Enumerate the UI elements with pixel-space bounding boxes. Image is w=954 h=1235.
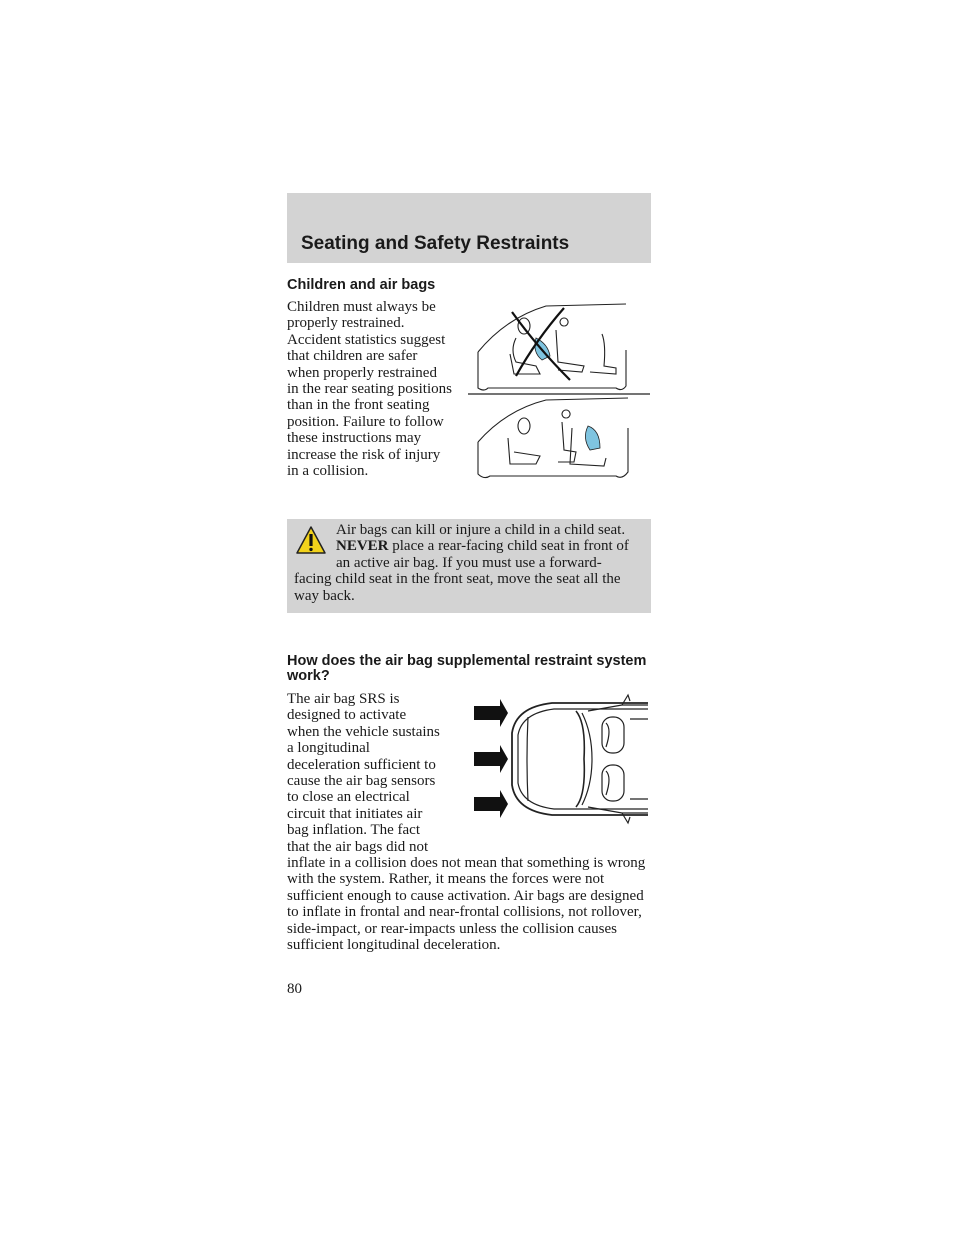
section-title: Seating and Safety Restraints [301, 233, 570, 254]
airbag-warning-box [287, 519, 651, 613]
warning-text-before: Air bags can kill or injure a child in a child seat. [336, 522, 626, 538]
warning-text-after: place a rear-facing child seat in front of an active air bag. If you must use a forward-facing child seat in the front seat, move the seat all the way back. [294, 538, 629, 604]
children-airbags-paragraph: Children must always be properly restrained. Accident statistics suggest that children are safer when properly restrained in the rear seating positions than in the front seating position. Failure to follow these instructions may increase the risk of injury in a collision. [287, 299, 452, 480]
child-seating-illustration [466, 300, 652, 490]
warning-emphasis: NEVER [336, 538, 389, 555]
warning-text [294, 522, 636, 604]
srs-heading: How does the air bag supplemental restraint system work? [287, 653, 647, 684]
frontal-impact-illustration [472, 693, 648, 825]
section-header-band [287, 193, 651, 263]
srs-paragraph: The air bag SRS is designed to activate when the vehicle sustains a longitudinal deceleration sufficient to cause the air bag sensors to close an electrical circuit that initiates air bag inflation. The fact that the air bags did not inflate in a collision does not mean that something is wrong with the system. Rather, it means the forces were not sufficient enough to cause activation. Air bags are designed to inflate in frontal and near-frontal collisions, not rollover, side-impact, or rear-impacts unless the collision causes sufficient longitudinal deceleration. [287, 691, 646, 954]
page-number: 80 [287, 981, 302, 997]
children-airbags-heading: Children and air bags [287, 277, 436, 293]
